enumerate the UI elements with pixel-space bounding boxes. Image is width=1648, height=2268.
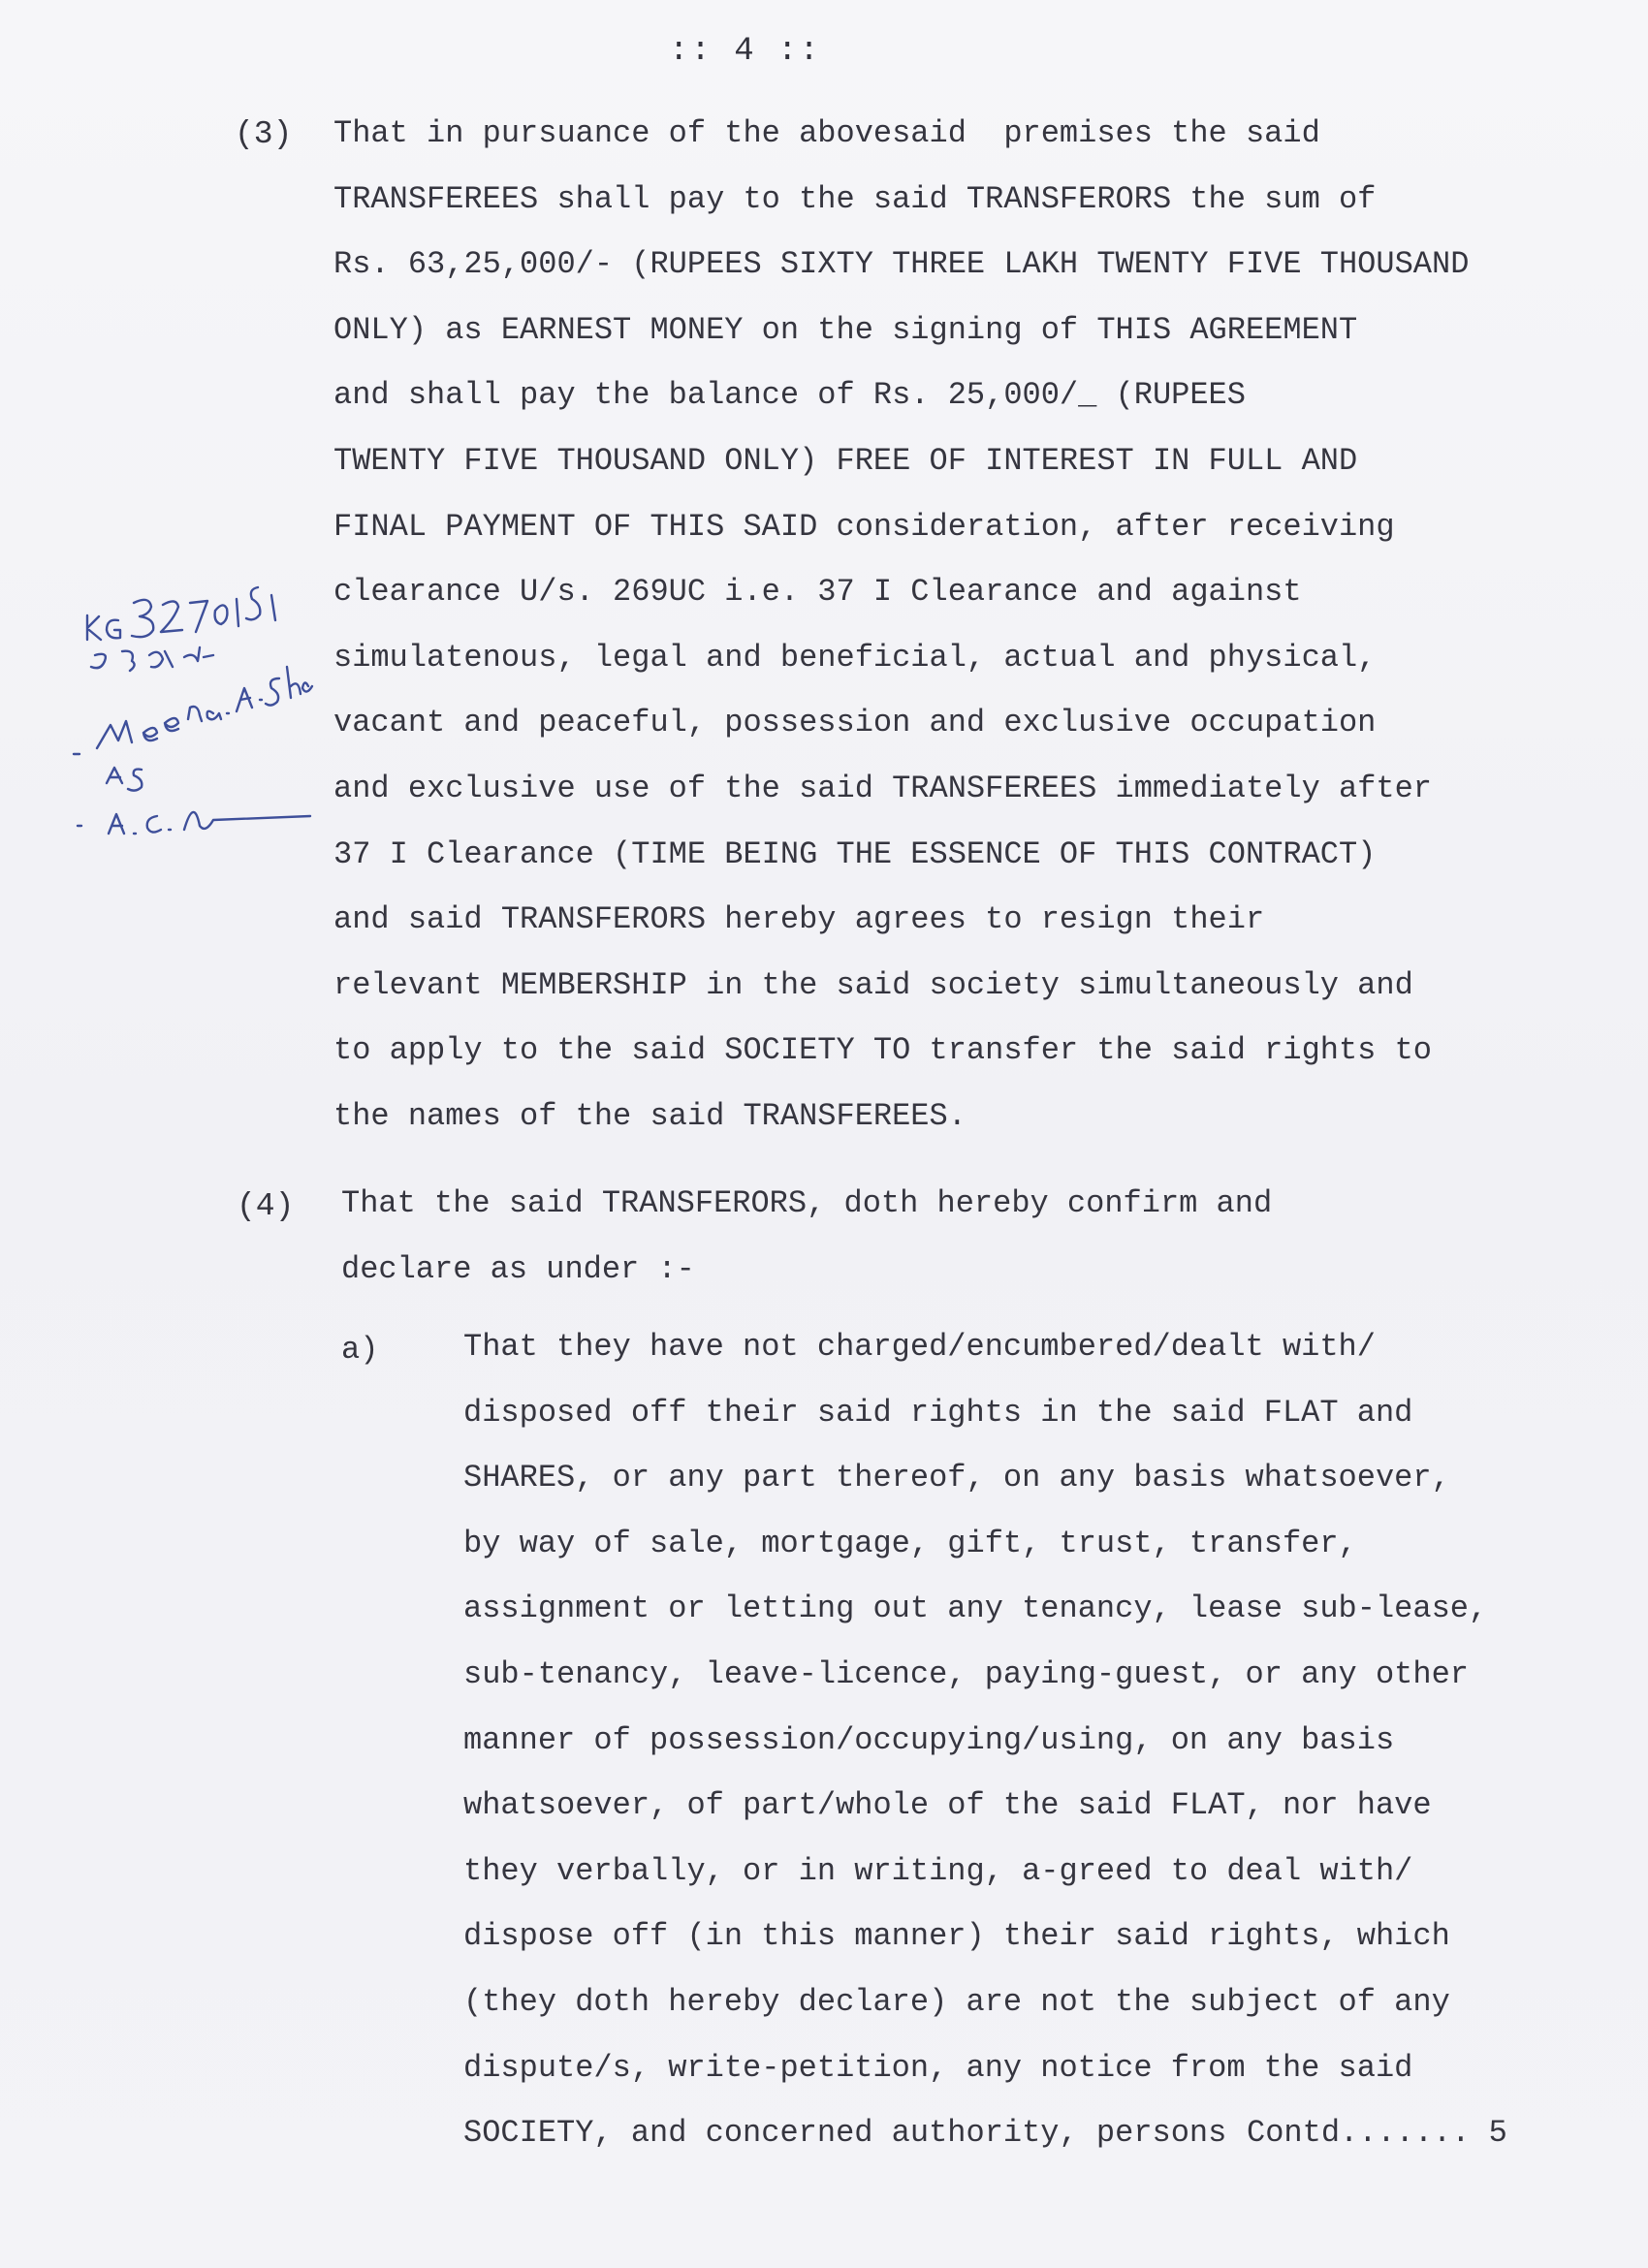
sub-clause-a-line: sub-tenancy, leave-licence, paying-guest, or any other [463, 1655, 1469, 1692]
sub-clause-a-line: SOCIETY, and concerned authority, persons [463, 2115, 1227, 2152]
sub-clause-a-line: they verbally, or in writing, a-greed to deal with/ [463, 1852, 1413, 1889]
clause-3-line: FINAL PAYMENT OF THIS SAID consideration, after receiving [333, 508, 1395, 545]
clause-3-line: simulatenous, legal and beneficial, actual and physical, [333, 639, 1377, 676]
clause-3-line: relevant MEMBERSHIP in the said society simultaneously and [333, 966, 1413, 1003]
clause-3-line: to apply to the said SOCIETY TO transfer the said rights to [333, 1032, 1432, 1069]
clause-3-line: Rs. 63,25,000/- (RUPEES SIXTY THREE LAKH TWENTY FIVE THOUSAND [333, 246, 1470, 283]
sub-clause-a-line: whatsoever, of part/whole of the said FLAT, nor have [463, 1787, 1432, 1824]
clause-4-number: (4) [237, 1188, 295, 1224]
sub-clause-a-line: manner of possession/occupying/using, on any basis [463, 1721, 1395, 1758]
clause-3-number: (3) [235, 116, 293, 152]
clause-3-text [333, 101, 1469, 1150]
clause-3-line: and exclusive use of the said TRANSFEREES immediately after [333, 770, 1432, 806]
clause-3-line: the names of the said TRANSFEREES. [333, 1097, 967, 1134]
sub-clause-a-line: by way of sale, mortgage, gift, trust, transfer, [463, 1525, 1357, 1561]
sub-clause-a-label: a) [341, 1332, 379, 1368]
clause-3-line: and shall pay the balance of Rs. 25,000/_ (RUPEES [333, 377, 1246, 414]
sub-clause-a-text [463, 1314, 1487, 2166]
sub-clause-a-line: assignment or letting out any tenancy, lease sub-lease, [463, 1591, 1488, 1627]
sub-clause-a-line: (they doth hereby declare) are not the subject of any [463, 1983, 1450, 2020]
clause-4-line: declare as under :- [341, 1250, 695, 1287]
clause-3-line: vacant and peaceful, possession and exclusive occupation [333, 705, 1377, 741]
clause-4-line: That the said TRANSFERORS, doth hereby confirm and [341, 1185, 1273, 1221]
clause-3-line: and said TRANSFERORS hereby agrees to resign their [333, 901, 1265, 938]
sub-clause-a-line: That they have not charged/encumbered/dealt with/ [463, 1329, 1376, 1365]
sub-clause-a-line: disposed off their said rights in the said FLAT and [463, 1394, 1413, 1431]
sub-clause-a-line: dispose off (in this manner) their said rights, which [463, 1918, 1450, 1955]
continued-note: Contd....... 5 [1247, 2115, 1507, 2151]
clause-3-line: 37 I Clearance (TIME BEING THE ESSENCE OF THIS CONTRACT) [333, 835, 1377, 872]
clause-3-line: ONLY) as EARNEST MONEY on the signing of THIS AGREEMENT [333, 311, 1358, 348]
handwriting-scribble [68, 543, 320, 882]
handwritten-annotation [68, 543, 320, 882]
sub-clause-a-line: dispute/s, write-petition, any notice from the said [463, 2049, 1413, 2086]
sub-clause-a-line: SHARES, or any part thereof, on any basis whatsoever, [463, 1460, 1450, 1496]
clause-3-line: TWENTY FIVE THOUSAND ONLY) FREE OF INTEREST IN FULL AND [333, 442, 1358, 479]
clause-3-line: TRANSFEREES shall pay to the said TRANSFERORS the sum of [333, 180, 1377, 217]
clause-3-line: That in pursuance of the abovesaid premises the said [333, 115, 1320, 151]
clause-4-text [341, 1171, 1272, 1302]
page-number: :: 4 :: [669, 33, 821, 70]
clause-3-line: clearance U/s. 269UC i.e. 37 I Clearance and against [333, 574, 1302, 611]
